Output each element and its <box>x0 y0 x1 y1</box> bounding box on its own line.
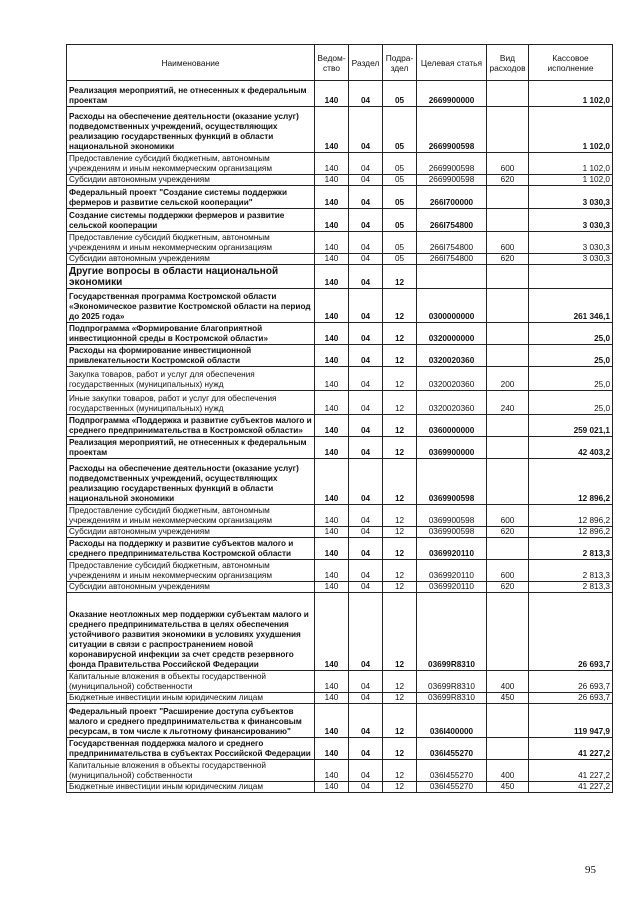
row-section: 04 <box>349 704 383 738</box>
header-section: Раздел <box>349 45 383 81</box>
row-target: 0320020360 <box>417 367 487 391</box>
row-section: 04 <box>349 593 383 671</box>
row-exptype <box>487 459 529 505</box>
row-amount: 1 102,0 <box>529 175 613 186</box>
row-amount: 41 227,2 <box>529 782 613 793</box>
table-row <box>67 527 613 538</box>
row-dept: 140 <box>315 582 349 593</box>
row-target: 0320020360 <box>417 391 487 415</box>
table-row <box>67 437 613 459</box>
row-target: 2669900000 <box>417 81 487 107</box>
table-row <box>67 459 613 505</box>
table-row <box>67 704 613 738</box>
row-subsection: 12 <box>383 415 417 437</box>
row-subsection: 12 <box>383 693 417 704</box>
table-row <box>67 693 613 704</box>
table-row <box>67 186 613 209</box>
header-target: Целевая статья <box>417 45 487 81</box>
row-amount: 3 030,3 <box>529 209 613 232</box>
row-section: 04 <box>349 459 383 505</box>
row-exptype: 620 <box>487 527 529 538</box>
table-row <box>67 582 613 593</box>
row-target: 036I455270 <box>417 782 487 793</box>
table-row <box>67 538 613 560</box>
row-exptype: 450 <box>487 782 529 793</box>
row-target: 036I400000 <box>417 704 487 738</box>
row-amount: 119 947,9 <box>529 704 613 738</box>
table-row <box>67 323 613 345</box>
row-subsection: 12 <box>383 323 417 345</box>
row-dept: 140 <box>315 209 349 232</box>
row-target: 0369900598 <box>417 505 487 527</box>
row-target: 0300000000 <box>417 289 487 323</box>
row-section: 04 <box>349 391 383 415</box>
row-amount: 41 227,2 <box>529 760 613 782</box>
row-name: Реализация мероприятий, не отнесенных к федеральным проектам <box>67 437 315 459</box>
row-dept: 140 <box>315 254 349 265</box>
table-row <box>67 254 613 265</box>
row-dept: 140 <box>315 671 349 693</box>
table-row <box>67 367 613 391</box>
row-dept: 140 <box>315 367 349 391</box>
row-dept: 140 <box>315 560 349 582</box>
row-exptype <box>487 265 529 289</box>
row-target: 0369920110 <box>417 560 487 582</box>
row-dept: 140 <box>315 323 349 345</box>
row-name: Федеральный проект "Расширение доступа субъектов малого и среднего предпринимательства к финансовым ресурсам, в том числе к льготному финансированию" <box>67 704 315 738</box>
table-row <box>67 671 613 693</box>
row-subsection: 12 <box>383 760 417 782</box>
row-target: 266I754800 <box>417 254 487 265</box>
row-name: Закупка товаров, работ и услуг для обеспечения государственных (муниципальных) нужд <box>67 367 315 391</box>
row-section: 04 <box>349 323 383 345</box>
row-name: Иные закупки товаров, работ и услуг для обеспечения государственных (муниципальных) нужд <box>67 391 315 415</box>
row-section: 04 <box>349 505 383 527</box>
row-target: 0369920110 <box>417 582 487 593</box>
row-dept: 140 <box>315 345 349 367</box>
row-name: Расходы на обеспечение деятельности (оказание услуг) подведомственных учреждений, осуществляющих реализацию государственных функций в области национальной экономики <box>67 459 315 505</box>
header-cash: Кассовое исполнение <box>529 45 613 81</box>
row-section: 04 <box>349 527 383 538</box>
row-subsection: 05 <box>383 81 417 107</box>
row-exptype: 400 <box>487 760 529 782</box>
row-dept: 140 <box>315 704 349 738</box>
table-row <box>67 107 613 153</box>
header-exptype: Вид расходов <box>487 45 529 81</box>
row-target: 0369920110 <box>417 538 487 560</box>
row-section: 04 <box>349 254 383 265</box>
table-row <box>67 391 613 415</box>
row-target: 266I754800 <box>417 232 487 254</box>
row-section: 04 <box>349 107 383 153</box>
row-amount: 25,0 <box>529 323 613 345</box>
row-section: 04 <box>349 760 383 782</box>
row-subsection: 12 <box>383 782 417 793</box>
row-section: 04 <box>349 671 383 693</box>
row-section: 04 <box>349 209 383 232</box>
row-exptype: 200 <box>487 367 529 391</box>
row-name: Субсидии автономным учреждениям <box>67 582 315 593</box>
row-section: 04 <box>349 582 383 593</box>
row-subsection: 12 <box>383 527 417 538</box>
row-dept: 140 <box>315 391 349 415</box>
table-row <box>67 265 613 289</box>
row-amount: 41 227,2 <box>529 738 613 760</box>
row-dept: 140 <box>315 186 349 209</box>
row-section: 04 <box>349 538 383 560</box>
row-dept: 140 <box>315 107 349 153</box>
row-target: 03699R8310 <box>417 693 487 704</box>
row-subsection: 05 <box>383 107 417 153</box>
row-amount: 3 030,3 <box>529 254 613 265</box>
row-section: 04 <box>349 345 383 367</box>
row-exptype: 600 <box>487 232 529 254</box>
row-target: 0360000000 <box>417 415 487 437</box>
row-name: Капитальные вложения в объекты государственной (муниципальной) собственности <box>67 671 315 693</box>
row-target <box>417 265 487 289</box>
row-subsection: 12 <box>383 459 417 505</box>
row-section: 04 <box>349 186 383 209</box>
row-target: 2669900598 <box>417 107 487 153</box>
row-exptype <box>487 738 529 760</box>
row-amount: 26 693,7 <box>529 593 613 671</box>
row-subsection: 12 <box>383 367 417 391</box>
row-dept: 140 <box>315 437 349 459</box>
row-amount: 261 346,1 <box>529 289 613 323</box>
table-row <box>67 760 613 782</box>
row-amount: 12 896,2 <box>529 505 613 527</box>
row-subsection: 12 <box>383 345 417 367</box>
row-amount: 1 102,0 <box>529 153 613 175</box>
row-dept: 140 <box>315 81 349 107</box>
row-name: Расходы на поддержку и развитие субъектов малого и среднего предпринимательства Костромской области <box>67 538 315 560</box>
row-exptype <box>487 323 529 345</box>
row-name: Государственная программа Костромской области «Экономическое развитие Костромской области на период до 2025 года» <box>67 289 315 323</box>
table-row <box>67 232 613 254</box>
row-section: 04 <box>349 153 383 175</box>
row-name: Расходы на обеспечение деятельности (оказание услуг) подведомственных учреждений, осуществляющих реализацию государственных функций в области национальной экономики <box>67 107 315 153</box>
row-name: Расходы на формирование инвестиционной привлекательности Костромской области <box>67 345 315 367</box>
table-row <box>67 560 613 582</box>
table-row <box>67 415 613 437</box>
row-target: 0320000000 <box>417 323 487 345</box>
row-name: Другие вопросы в области национальной экономики <box>67 265 315 289</box>
row-target: 0320020360 <box>417 345 487 367</box>
row-amount: 25,0 <box>529 367 613 391</box>
row-section: 04 <box>349 265 383 289</box>
row-amount: 2 813,3 <box>529 582 613 593</box>
row-subsection: 12 <box>383 265 417 289</box>
row-amount: 2 813,3 <box>529 538 613 560</box>
table-row <box>67 505 613 527</box>
row-subsection: 05 <box>383 254 417 265</box>
row-name: Подпрограмма «Формирование благоприятной инвестиционной среды в Костромской области» <box>67 323 315 345</box>
row-section: 04 <box>349 415 383 437</box>
header-subsection: Подра-здел <box>383 45 417 81</box>
header-dept: Ведом-ство <box>315 45 349 81</box>
row-section: 04 <box>349 175 383 186</box>
row-target: 0369900598 <box>417 459 487 505</box>
row-amount: 26 693,7 <box>529 671 613 693</box>
row-name: Государственная поддержка малого и среднего предпринимательства в субъектах Российской Федерации <box>67 738 315 760</box>
row-exptype: 620 <box>487 254 529 265</box>
row-exptype <box>487 345 529 367</box>
row-subsection: 12 <box>383 593 417 671</box>
row-name: Федеральный проект "Создание системы поддержки фермеров и развитие сельской кооперации" <box>67 186 315 209</box>
row-name: Предоставление субсидий бюджетным, автономным учреждениям и иным некоммерческим организациям <box>67 560 315 582</box>
row-name: Бюджетные инвестиции иным юридическим лицам <box>67 782 315 793</box>
row-subsection: 12 <box>383 582 417 593</box>
row-name: Предоставление субсидий бюджетным, автономным учреждениям и иным некоммерческим организациям <box>67 232 315 254</box>
row-amount: 1 102,0 <box>529 81 613 107</box>
row-target: 2669900598 <box>417 175 487 186</box>
row-exptype <box>487 186 529 209</box>
table-row <box>67 153 613 175</box>
table-row <box>67 345 613 367</box>
row-section: 04 <box>349 693 383 704</box>
row-name: Предоставление субсидий бюджетным, автономным учреждениям и иным некоммерческим организациям <box>67 153 315 175</box>
row-amount: 3 030,3 <box>529 186 613 209</box>
row-exptype: 400 <box>487 671 529 693</box>
row-exptype: 450 <box>487 693 529 704</box>
row-target: 03699R8310 <box>417 671 487 693</box>
row-exptype <box>487 704 529 738</box>
table-row <box>67 209 613 232</box>
row-name: Оказание неотложных мер поддержки субъектам малого и среднего предпринимательства в целях обеспечения устойчивого развития экономики в условиях ухудшения ситуации в связи с распространением новой коронавирусной инфекции за счет средств резервного фонда Правительства Российской Федерации <box>67 593 315 671</box>
row-amount: 12 896,2 <box>529 527 613 538</box>
row-amount: 12 896,2 <box>529 459 613 505</box>
row-subsection: 05 <box>383 232 417 254</box>
row-name: Субсидии автономным учреждениям <box>67 527 315 538</box>
row-amount: 26 693,7 <box>529 693 613 704</box>
page-number: 95 <box>585 864 596 876</box>
row-subsection: 05 <box>383 153 417 175</box>
row-subsection: 12 <box>383 671 417 693</box>
row-amount: 259 021,1 <box>529 415 613 437</box>
row-name: Предоставление субсидий бюджетным, автономным учреждениям и иным некоммерческим организациям <box>67 505 315 527</box>
header-name: Наименование <box>67 45 315 81</box>
row-target: 0369900000 <box>417 437 487 459</box>
row-dept: 140 <box>315 175 349 186</box>
row-section: 04 <box>349 782 383 793</box>
row-section: 04 <box>349 232 383 254</box>
row-amount: 42 403,2 <box>529 437 613 459</box>
table-header <box>67 45 613 81</box>
row-dept: 140 <box>315 593 349 671</box>
row-subsection: 12 <box>383 738 417 760</box>
row-amount: 2 813,3 <box>529 560 613 582</box>
row-dept: 140 <box>315 459 349 505</box>
row-subsection: 05 <box>383 186 417 209</box>
row-target: 0369900598 <box>417 527 487 538</box>
row-dept: 140 <box>315 289 349 323</box>
table-body <box>67 81 613 793</box>
row-section: 04 <box>349 738 383 760</box>
row-dept: 140 <box>315 527 349 538</box>
row-subsection: 12 <box>383 437 417 459</box>
row-dept: 140 <box>315 415 349 437</box>
row-subsection: 12 <box>383 560 417 582</box>
row-exptype: 620 <box>487 175 529 186</box>
row-name: Реализация мероприятий, не отнесенных к федеральным проектам <box>67 81 315 107</box>
row-exptype: 620 <box>487 582 529 593</box>
row-exptype <box>487 289 529 323</box>
row-dept: 140 <box>315 153 349 175</box>
row-exptype: 600 <box>487 505 529 527</box>
table-row <box>67 175 613 186</box>
row-name: Субсидии автономным учреждениям <box>67 254 315 265</box>
row-subsection: 12 <box>383 538 417 560</box>
row-name: Создание системы поддержки фермеров и развитие сельской кооперации <box>67 209 315 232</box>
row-dept: 140 <box>315 693 349 704</box>
row-target: 2669900598 <box>417 153 487 175</box>
row-dept: 140 <box>315 782 349 793</box>
row-name: Бюджетные инвестиции иным юридическим лицам <box>67 693 315 704</box>
row-subsection: 05 <box>383 175 417 186</box>
row-exptype <box>487 437 529 459</box>
row-name: Субсидии автономным учреждениям <box>67 175 315 186</box>
table-row <box>67 593 613 671</box>
table-row <box>67 738 613 760</box>
row-subsection: 12 <box>383 391 417 415</box>
row-section: 04 <box>349 289 383 323</box>
row-subsection: 12 <box>383 505 417 527</box>
row-section: 04 <box>349 560 383 582</box>
row-target: 266I700000 <box>417 186 487 209</box>
row-amount: 25,0 <box>529 345 613 367</box>
row-subsection: 12 <box>383 289 417 323</box>
row-amount <box>529 265 613 289</box>
row-exptype <box>487 538 529 560</box>
row-exptype: 240 <box>487 391 529 415</box>
row-amount: 25,0 <box>529 391 613 415</box>
row-dept: 140 <box>315 505 349 527</box>
row-subsection: 12 <box>383 704 417 738</box>
row-target: 266I754800 <box>417 209 487 232</box>
row-exptype <box>487 81 529 107</box>
row-dept: 140 <box>315 538 349 560</box>
row-amount: 1 102,0 <box>529 107 613 153</box>
row-dept: 140 <box>315 232 349 254</box>
row-name: Капитальные вложения в объекты государственной (муниципальной) собственности <box>67 760 315 782</box>
row-name: Подпрограмма «Поддержка и развитие субъектов малого и среднего предпринимательства в Костромской области» <box>67 415 315 437</box>
row-section: 04 <box>349 437 383 459</box>
row-target: 036I455270 <box>417 738 487 760</box>
row-dept: 140 <box>315 265 349 289</box>
row-dept: 140 <box>315 738 349 760</box>
row-exptype <box>487 415 529 437</box>
row-target: 036I455270 <box>417 760 487 782</box>
row-exptype <box>487 107 529 153</box>
table-row <box>67 782 613 793</box>
row-amount: 3 030,3 <box>529 232 613 254</box>
row-section: 04 <box>349 81 383 107</box>
row-exptype: 600 <box>487 153 529 175</box>
row-target: 03699R8310 <box>417 593 487 671</box>
budget-execution-table <box>66 44 613 793</box>
row-subsection: 05 <box>383 209 417 232</box>
row-exptype <box>487 209 529 232</box>
row-dept: 140 <box>315 760 349 782</box>
table-row <box>67 289 613 323</box>
row-section: 04 <box>349 367 383 391</box>
row-exptype: 600 <box>487 560 529 582</box>
row-exptype <box>487 593 529 671</box>
table-row <box>67 81 613 107</box>
